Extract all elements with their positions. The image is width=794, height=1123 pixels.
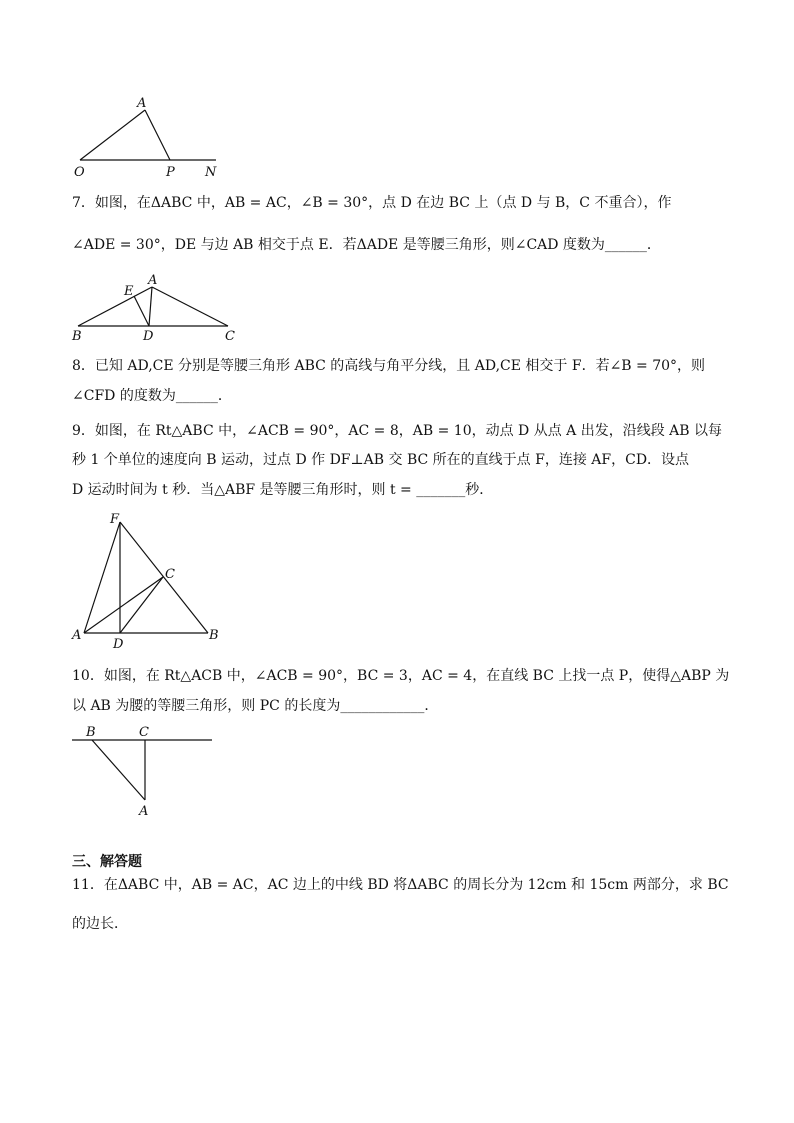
q10-line2: 以 AB 为腰的等腰三角形，则 PC 的长度为____________． xyxy=(72,698,439,714)
label-d: D xyxy=(143,329,154,344)
label-n: N xyxy=(205,165,217,180)
q11-line2: 的边长． xyxy=(72,916,128,932)
section-heading: 三、解答题 xyxy=(72,854,142,870)
q8-line2: ∠CFD 的度数为______． xyxy=(72,388,232,404)
q9-line1: 9．如图，在 Rt△ABC 中，∠ACB = 90°，AC = 8，AB = 10，动点 D 从点 A 出发，沿线段 AB 以每 xyxy=(72,423,723,439)
label-e: E xyxy=(124,284,134,299)
label-c: C xyxy=(139,725,149,740)
q7-line1: 7．如图，在ΔABC 中，AB = AC，∠B = 30°，点 D 在边 BC 上（点 D 与 B，C 不重合），作 xyxy=(72,195,672,211)
line-ba xyxy=(92,740,145,800)
q9-line2: 秒 1 个单位的速度向 B 运动，过点 D 作 DF⊥AB 交 BC 所在的直线于点 F，连接 AF，CD．设点 xyxy=(72,452,690,468)
label-a: A xyxy=(137,96,147,111)
label-o: O xyxy=(74,165,85,180)
q11-line1: 11．在ΔABC 中，AB = AC，AC 边上的中线 BD 将ΔABC 的周长分为 12cm 和 15cm 两部分，求 BC xyxy=(72,877,729,893)
q9-line3: D 运动时间为 t 秒．当△ABF 是等腰三角形时，则 t = _______秒． xyxy=(72,482,494,498)
q7-line2: ∠ADE = 30°，DE 与边 AB 相交于点 E．若ΔADE 是等腰三角形，则∠CAD 度数为______． xyxy=(72,237,661,253)
q8-line1: 8．已知 AD,CE 分别是等腰三角形 ABC 的高线与角平分线，且 AD,CE 相交于 F．若∠B = 70°，则 xyxy=(72,358,706,374)
label-a: A xyxy=(139,804,149,819)
label-a: A xyxy=(72,628,82,643)
label-c: C xyxy=(165,567,175,582)
fig10-lines xyxy=(72,740,212,800)
label-f: F xyxy=(110,512,120,527)
label-b: B xyxy=(209,628,219,643)
label-b: B xyxy=(72,329,82,344)
label-d: D xyxy=(113,637,124,652)
label-a: A xyxy=(148,273,158,288)
label-b: B xyxy=(86,725,96,740)
label-p: P xyxy=(166,165,175,180)
label-c: C xyxy=(225,329,235,344)
q10-line1: 10．如图，在 Rt△ACB 中，∠ACB = 90°，BC = 3，AC = 4，在直线 BC 上找一点 P，使得△ABP 为 xyxy=(72,668,730,684)
